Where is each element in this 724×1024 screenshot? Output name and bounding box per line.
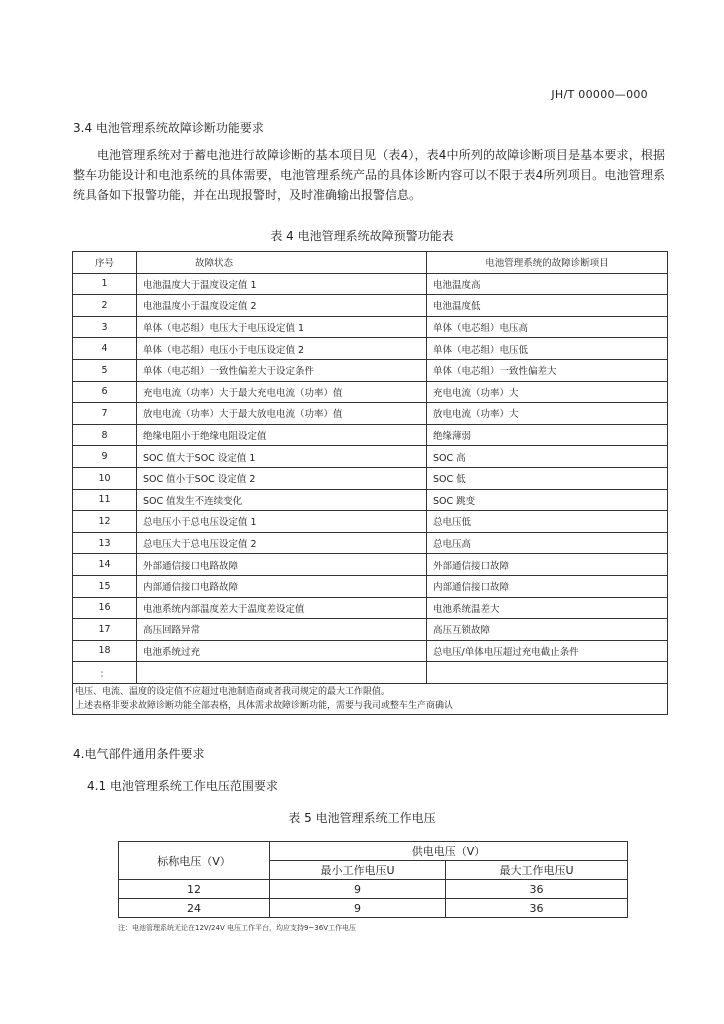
fault-state-cell: 单体（电芯组）一致性偏差大于设定条件 <box>137 359 427 381</box>
row-index-cell: 13 <box>73 532 137 554</box>
table-notes <box>73 683 668 714</box>
fault-state-cell: 电池温度大于温度设定值 1 <box>137 273 427 295</box>
table-row <box>73 511 668 533</box>
diagnosis-item-cell: 充电电流（功率）大 <box>427 381 668 403</box>
table-row <box>73 597 668 619</box>
fault-state-cell: SOC 值小于SOC 设定值 2 <box>137 467 427 489</box>
row-index-cell: 7 <box>73 403 137 425</box>
table-header-row <box>119 842 628 861</box>
table-row <box>73 575 668 597</box>
table-note-row <box>73 683 668 714</box>
fault-state-cell: 电池温度小于温度设定值 2 <box>137 295 427 317</box>
diagnosis-item-cell: 电池温度高 <box>427 273 668 295</box>
row-index-cell: 10 <box>73 467 137 489</box>
table-row <box>73 489 668 511</box>
diagnosis-item-cell: 电池系统温差大 <box>427 597 668 619</box>
diagnosis-item-cell: 外部通信接口故障 <box>427 554 668 576</box>
diagnosis-item-cell: SOC 跳变 <box>427 489 668 511</box>
diagnosis-item-cell: 电池温度低 <box>427 295 668 317</box>
col-header-max-voltage: 最大工作电压U <box>446 861 628 880</box>
section-3-4-heading: 3.4 电池管理系统故障诊断功能要求 <box>73 121 264 135</box>
fault-state-cell: 外部通信接口电路故障 <box>137 554 427 576</box>
table-row <box>119 880 628 899</box>
col-header-diagnosis-item: 电池管理系统的故障诊断项目 <box>427 252 668 274</box>
section-4-heading: 4.电气部件通用条件要求 <box>73 747 205 761</box>
fault-state-cell: 放电电流（功率）大于最大放电电流（功率）值 <box>137 403 427 425</box>
fault-state-cell <box>137 662 427 684</box>
document-code: JH/T 00000—000 <box>551 88 648 101</box>
row-index-cell: 8 <box>73 424 137 446</box>
row-index-cell: 15 <box>73 575 137 597</box>
fault-state-cell: 高压回路异常 <box>137 619 427 641</box>
row-index-cell: 5 <box>73 359 137 381</box>
table5-caption: 表 5 电池管理系统工作电压 <box>288 811 436 825</box>
table-row <box>73 554 668 576</box>
diagnosis-item-cell: SOC 高 <box>427 446 668 468</box>
table-row <box>73 359 668 381</box>
fault-state-cell: 单体（电芯组）电压大于电压设定值 1 <box>137 316 427 338</box>
table-row <box>73 640 668 662</box>
table-row <box>73 316 668 338</box>
fault-state-cell: 电池系统内部温度差大于温度差设定值 <box>137 597 427 619</box>
table-row <box>73 446 668 468</box>
nominal-voltage-cell: 12 <box>119 880 270 899</box>
row-index-cell: 9 <box>73 446 137 468</box>
row-index-cell: 6 <box>73 381 137 403</box>
fault-warning-table <box>72 251 668 715</box>
diagnosis-item-cell: 总电压低 <box>427 511 668 533</box>
paragraph-text: 电池管理系统对于蓄电池进行故障诊断的基本项目见（表4），表4中所列的故障诊断项目是基本要求，根据整车功能设计和电池系统的具体需要，电池管理系统产品的具体诊断内容可以不限于表4所列项目。电池管理系统具备如下报警功能，并在出现报警时，及时准确输出报警信息。 <box>73 148 665 202</box>
diagnosis-item-cell: 高压互锁故障 <box>427 619 668 641</box>
nominal-voltage-cell: 24 <box>119 899 270 918</box>
section-4-1-heading: 4.1 电池管理系统工作电压范围要求 <box>87 779 278 793</box>
row-index-cell: 1 <box>73 273 137 295</box>
fault-state-cell: 绝缘电阻小于绝缘电阻设定值 <box>137 424 427 446</box>
fault-state-cell: 总电压小于总电压设定值 1 <box>137 511 427 533</box>
row-index-cell: 3 <box>73 316 137 338</box>
col-header-fault-state: 故障状态 <box>137 252 427 274</box>
row-index-cell: 4 <box>73 338 137 360</box>
row-index-cell: ： <box>73 662 137 684</box>
max-voltage-cell: 36 <box>446 880 628 899</box>
table-row <box>73 662 668 684</box>
diagnosis-item-cell: 总电压高 <box>427 532 668 554</box>
min-voltage-cell: 9 <box>270 880 446 899</box>
col-header-nominal-voltage: 标称电压（V） <box>119 842 270 880</box>
table-row <box>73 295 668 317</box>
diagnosis-item-cell: 绝缘薄弱 <box>427 424 668 446</box>
table-row <box>73 338 668 360</box>
diagnosis-item-cell <box>427 662 668 684</box>
row-index-cell: 11 <box>73 489 137 511</box>
table5-footnote: 注：电池管理系统无论在12V/24V 电压工作平台，均应支持9~36V工作电压 <box>118 924 356 932</box>
diagnosis-item-cell: 内部通信接口故障 <box>427 575 668 597</box>
col-header-index: 序号 <box>73 252 137 274</box>
fault-state-cell: 总电压大于总电压设定值 2 <box>137 532 427 554</box>
table-row <box>73 467 668 489</box>
row-index-cell: 12 <box>73 511 137 533</box>
diagnosis-item-cell: 放电电流（功率）大 <box>427 403 668 425</box>
col-header-min-voltage: 最小工作电压U <box>270 861 446 880</box>
table-row <box>73 619 668 641</box>
diagnosis-item-cell: 单体（电芯组）电压低 <box>427 338 668 360</box>
col-header-supply-voltage: 供电电压（V） <box>270 842 628 861</box>
row-index-cell: 16 <box>73 597 137 619</box>
table-note-1: 电压、电流、温度的设定值不应超过电池制造商或者我司规定的最大工作限值。 <box>75 686 391 697</box>
fault-state-cell: 内部通信接口电路故障 <box>137 575 427 597</box>
diagnosis-item-cell: 总电压/单体电压超过充电截止条件 <box>427 640 668 662</box>
section-3-4-paragraph <box>73 145 665 205</box>
fault-table-body <box>73 273 668 683</box>
table-row <box>73 403 668 425</box>
table-row <box>73 424 668 446</box>
fault-state-cell: 充电电流（功率）大于最大充电电流（功率）值 <box>137 381 427 403</box>
fault-state-cell: SOC 值大于SOC 设定值 1 <box>137 446 427 468</box>
fault-state-cell: 电池系统过充 <box>137 640 427 662</box>
fault-state-cell: SOC 值发生不连续变化 <box>137 489 427 511</box>
table4-caption: 表 4 电池管理系统故障预警功能表 <box>270 229 454 243</box>
diagnosis-item-cell: 单体（电芯组）一致性偏差大 <box>427 359 668 381</box>
table-row <box>73 273 668 295</box>
fault-state-cell: 单体（电芯组）电压小于电压设定值 2 <box>137 338 427 360</box>
table-header-row <box>73 252 668 274</box>
diagnosis-item-cell: 单体（电芯组）电压高 <box>427 316 668 338</box>
diagnosis-item-cell: SOC 低 <box>427 467 668 489</box>
table-note-2: 上述表格非要求故障诊断功能全部表格，具体需求故障诊断功能，需要与我司或整车生产商确认 <box>75 700 454 711</box>
table-row <box>119 899 628 918</box>
row-index-cell: 2 <box>73 295 137 317</box>
table-row <box>73 532 668 554</box>
table-row <box>73 381 668 403</box>
row-index-cell: 17 <box>73 619 137 641</box>
max-voltage-cell: 36 <box>446 899 628 918</box>
min-voltage-cell: 9 <box>270 899 446 918</box>
row-index-cell: 18 <box>73 640 137 662</box>
voltage-table <box>118 841 628 918</box>
row-index-cell: 14 <box>73 554 137 576</box>
